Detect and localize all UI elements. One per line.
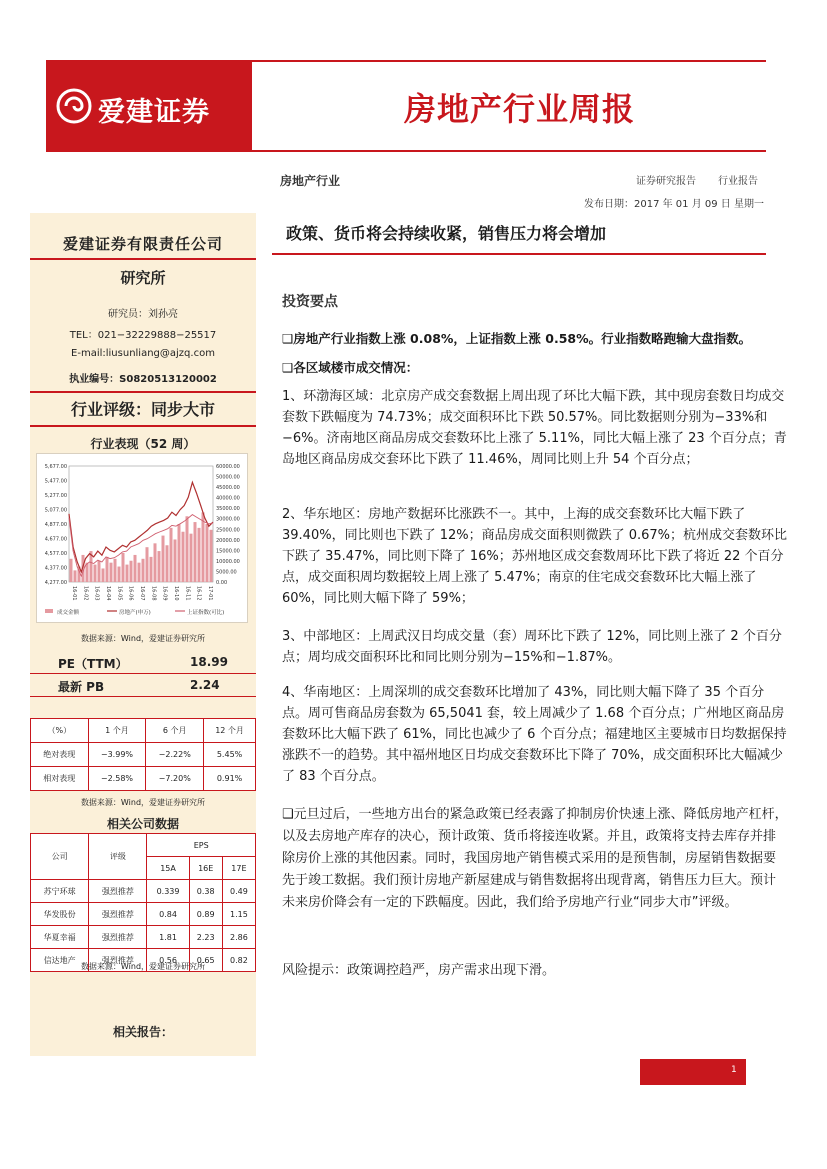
table-header-cell: 16E <box>189 857 222 880</box>
table-cell: 1.81 <box>147 926 189 949</box>
table-cell: −2.22% <box>146 743 204 767</box>
table-header-cell: 评级 <box>89 834 147 880</box>
left-axis-tick: 4,577.00 <box>44 551 67 557</box>
table-header-cell: 公司 <box>31 834 89 880</box>
header-divider-bottom <box>46 150 766 152</box>
x-axis-tick: 16-05 <box>116 586 123 601</box>
table-cell: 信达地产 <box>31 949 89 972</box>
legend-label: 上证指数(可比) <box>187 610 225 616</box>
legend-swatch <box>45 609 53 613</box>
table-cell: 0.82 <box>222 949 255 972</box>
institute-name: 研究所 <box>120 269 166 287</box>
performance-chart-svg <box>37 454 249 624</box>
table-header-cell: 12 个月 <box>204 719 256 743</box>
table-header-cell: 15A <box>147 857 189 880</box>
volume-bar <box>162 536 165 582</box>
table-header-cell: （%） <box>31 719 89 743</box>
left-axis-tick: 5,077.00 <box>44 507 67 514</box>
left-axis-tick: 4,277.00 <box>44 580 67 586</box>
table-header-cell: 6 个月 <box>146 719 204 743</box>
x-axis-tick: 16-02 <box>82 586 89 601</box>
volume-bar <box>102 568 105 582</box>
report-title: 房地产行业周报 <box>404 90 636 128</box>
left-axis-tick: 4,877.00 <box>44 522 67 528</box>
table-cell: 强烈推荐 <box>89 926 147 949</box>
license-number: 执业编号：S0820513120002 <box>69 374 217 385</box>
page-number: 1 <box>731 1065 737 1075</box>
volume-bar <box>198 528 201 582</box>
related-companies-title: 相关公司数据 <box>106 817 179 831</box>
performance-chart <box>36 453 248 623</box>
pb-value: 2.24 <box>190 678 220 692</box>
logo-text: 爱建证券 <box>98 97 210 128</box>
right-axis-tick: 45000.00 <box>216 485 240 492</box>
key-point-regions: ❑各区域楼市成交情况： <box>282 360 419 375</box>
volume-bar <box>170 528 173 582</box>
headline: 政策、货币将会持续收紧，销售压力将会增加 <box>286 224 607 243</box>
sidebar-divider <box>30 258 256 260</box>
x-axis-tick: 16-07 <box>139 586 145 601</box>
right-axis-tick: 20000.00 <box>216 537 240 544</box>
volume-bar <box>174 539 177 582</box>
x-axis-tick: 16-10 <box>173 586 179 601</box>
volume-bar <box>194 522 197 582</box>
volume-bar <box>210 530 213 582</box>
volume-bar <box>202 512 205 582</box>
table-cell: 0.89 <box>189 903 222 926</box>
right-axis-tick: 25000.00 <box>216 527 240 534</box>
left-axis-tick: 4,377.00 <box>44 565 67 572</box>
company-name: 爱建证券有限责任公司 <box>62 235 223 253</box>
right-axis-tick: 30000.00 <box>216 516 240 523</box>
key-point-index: ❑房地产行业指数上涨 0.08%，上证指数上涨 0.58%。行业指数略跑输大盘指数。 <box>282 331 752 346</box>
pe-value: 18.99 <box>190 655 228 669</box>
company-data-table <box>30 833 256 972</box>
chart-source: 数据来源：Wind，爱建证券研究所 <box>80 634 206 643</box>
table-row <box>31 767 256 791</box>
publish-date: 发布日期：2017 年 01 月 09 日 星期一 <box>584 199 764 210</box>
volume-bar <box>98 561 101 582</box>
x-axis-tick: 16-12 <box>195 586 202 601</box>
table-row <box>31 743 256 767</box>
volume-bar <box>86 563 89 582</box>
right-axis-tick: 15000.00 <box>216 548 240 555</box>
volume-bar <box>206 524 209 582</box>
report-type-label: 证券研究报告 <box>636 176 696 187</box>
paragraph-outlook: ❑元旦过后，一些地方出台的紧急政策已经表露了抑制房价快速上涨、降低房地产杠杆，以及去房地产库存的决心，预计政策、货币将接连收紧。并且，政策将支持去库存并排除房价上涨的其他因素。同时，我国房地产销售模式采用的是预售制，房屋销售数据要先于竣工数据。我们预计房地产新屋建成与销售数据将出现背离，销售压力巨大。预计未来房价降会有一定的下跌幅度。因此，我们给予房地产行业“同步大市”评级。 <box>282 807 788 910</box>
company-logo <box>46 60 252 150</box>
left-axis-tick: 5,277.00 <box>44 493 67 499</box>
volume-bar <box>130 561 133 582</box>
performance-table <box>30 718 256 791</box>
analyst-name: 研究员：刘孙亮 <box>108 309 178 320</box>
x-axis-tick: 16-04 <box>105 586 111 601</box>
x-axis-tick: 16-11 <box>184 586 191 601</box>
volume-bar <box>110 563 113 582</box>
table-cell: 华发股份 <box>31 903 89 926</box>
table-header-cell: EPS <box>147 834 256 857</box>
table-header-row <box>31 719 256 743</box>
volume-bar <box>118 567 121 582</box>
volume-bar <box>106 557 109 582</box>
table-cell: −7.20% <box>146 767 204 791</box>
left-axis-tick: 5,477.00 <box>44 478 67 485</box>
table-header-cell: 17E <box>222 857 255 880</box>
industry-rating: 行业评级：同步大市 <box>70 400 215 419</box>
sidebar-divider <box>30 391 256 393</box>
right-axis-tick: 5000.00 <box>216 569 237 576</box>
pb-label: 最新 PB <box>58 680 105 694</box>
analyst-email: E-mail:liusunliang@ajzq.com <box>71 348 215 359</box>
x-axis-tick: 16-01 <box>71 586 77 601</box>
performance-table-source: 数据来源：Wind，爱建证券研究所 <box>80 798 206 807</box>
table-cell: 强烈推荐 <box>89 880 147 903</box>
table-row <box>31 926 256 949</box>
paragraph-east-china: 2、华东地区：房地产数据环比涨跌不一。其中，上海的成交套数环比大幅下跌了 39.40%，同比则也下跌了 12%；商品房成交面积则微跌了 0.67%；杭州成交套数环比下跌了 35.47%，同比则下降了 16%；苏州地区成交套数周环比下跌了将近 22 个百分点，成交面积周均数据较上周上涨了 5.47%；南京的住宅成交套数环比大幅上涨了 60%，同比则大幅下降了 59%； <box>282 507 788 606</box>
section-title: 投资要点 <box>282 294 338 310</box>
sidebar-divider <box>30 425 256 427</box>
volume-bar <box>166 545 169 582</box>
risk-warning: 风险提示：政策调控趋严，房产需求出现下滑。 <box>282 963 556 978</box>
volume-bar <box>126 565 129 582</box>
volume-bar <box>122 553 125 582</box>
table-cell: 0.38 <box>189 880 222 903</box>
right-axis-tick: 40000.00 <box>216 495 240 502</box>
table-cell: 0.49 <box>222 880 255 903</box>
company-table-source: 数据来源：Wind，爱建证券研究所 <box>80 962 206 971</box>
table-cell: 0.56 <box>147 949 189 972</box>
right-axis-tick: 0.00 <box>216 580 228 586</box>
table-cell: 0.84 <box>147 903 189 926</box>
table-header-row <box>31 834 256 857</box>
performance-chart-title: 行业表现（52 周） <box>90 437 196 451</box>
volume-bar <box>154 543 157 582</box>
header-divider-top <box>252 60 766 62</box>
volume-bar <box>142 559 145 582</box>
table-cell: −3.99% <box>88 743 146 767</box>
right-axis-tick: 35000.00 <box>216 506 240 513</box>
table-row <box>31 880 256 903</box>
headline-divider <box>272 253 766 255</box>
x-axis-tick: 16-06 <box>127 586 134 601</box>
pe-divider <box>30 673 256 674</box>
table-cell: −2.58% <box>88 767 146 791</box>
volume-bar <box>182 532 185 582</box>
table-cell: 0.339 <box>147 880 189 903</box>
volume-bar <box>158 551 161 582</box>
volume-bar <box>150 557 153 582</box>
logo-mark-icon <box>56 88 92 124</box>
sidebar <box>30 213 256 1056</box>
volume-bar <box>70 559 73 582</box>
table-header-cell: 1 个月 <box>88 719 146 743</box>
paragraph-central: 3、中部地区：上周武汉日均成交量（套）周环比下跌了 12%，同比则上涨了 2 个百分点；周均成交面积环比和同比则分别为−15%和−1.87%。 <box>282 629 782 665</box>
volume-bar <box>186 516 189 582</box>
legend-label: 房地产(申万) <box>119 610 151 616</box>
volume-bar <box>190 534 193 582</box>
volume-bar <box>178 524 181 582</box>
volume-bar <box>114 559 117 582</box>
left-axis-tick: 4,677.00 <box>44 536 67 543</box>
table-cell: 0.91% <box>204 767 256 791</box>
left-axis-tick: 5,677.00 <box>44 464 67 470</box>
table-cell: 强烈推荐 <box>89 903 147 926</box>
table-cell: 华夏幸福 <box>31 926 89 949</box>
table-cell: 绝对表现 <box>31 743 89 767</box>
table-row <box>31 903 256 926</box>
analyst-phone: TEL：021−32229888−25517 <box>69 330 217 341</box>
industry-label: 房地产行业 <box>280 174 341 188</box>
x-axis-tick: 17-01 <box>207 586 213 601</box>
x-axis-tick: 16-08 <box>150 586 157 601</box>
table-cell: 相对表现 <box>31 767 89 791</box>
table-cell: 强烈推荐 <box>89 949 147 972</box>
x-axis-tick: 16-03 <box>93 586 100 601</box>
right-axis-tick: 10000.00 <box>216 558 240 565</box>
paragraph-bohai: 1、环渤海区域：北京房产成交套数据上周出现了环比大幅下跌，其中现房套数日均成交套数下跌幅度为 74.73%；成交面积环比下跌 50.57%。同比数据则分别为−33%和−6%。济南地区商品房成交套数环比上涨了 5.11%，同比大幅上涨了 23 个百分点；青岛地区商品房成交套环比下跌了 11.46%，周同比则上升 54 个百分点； <box>282 389 787 467</box>
pb-divider <box>30 696 256 697</box>
table-cell: 0.65 <box>189 949 222 972</box>
table-cell: 5.45% <box>204 743 256 767</box>
volume-bar <box>146 547 149 582</box>
x-axis-tick: 16-09 <box>161 586 168 601</box>
volume-bar <box>138 563 141 582</box>
table-cell: 苏宁环球 <box>31 880 89 903</box>
volume-bar <box>134 555 137 582</box>
report-category-label: 行业报告 <box>718 176 758 187</box>
volume-bar <box>94 565 97 582</box>
paragraph-south-china: 4、华南地区：上周深圳的成交套数环比增加了 43%，同比则大幅下降了 35 个百分点。周可售商品房套数为 65,5041 套，较上周减少了 1.68 个百分点；广州地区商品房套数环比大幅下跌了 61%，同比也减少了 6 个百分点；福建地区主要城市日均数据保持涨跌不一的趋势。其中福州地区日均成交套数环比下降了 70%，成交面积环比大幅减少了 83 个百分点。 <box>282 685 787 784</box>
right-axis-tick: 60000.00 <box>216 464 240 470</box>
table-cell: 2.23 <box>189 926 222 949</box>
right-axis-tick: 50000.00 <box>216 474 240 481</box>
related-reports-title: 相关报告： <box>112 1025 173 1039</box>
pe-label: PE（TTM） <box>58 657 128 671</box>
legend-label: 成交金额 <box>57 610 80 616</box>
table-cell: 2.86 <box>222 926 255 949</box>
volume-bar <box>74 570 77 582</box>
table-cell: 1.15 <box>222 903 255 926</box>
